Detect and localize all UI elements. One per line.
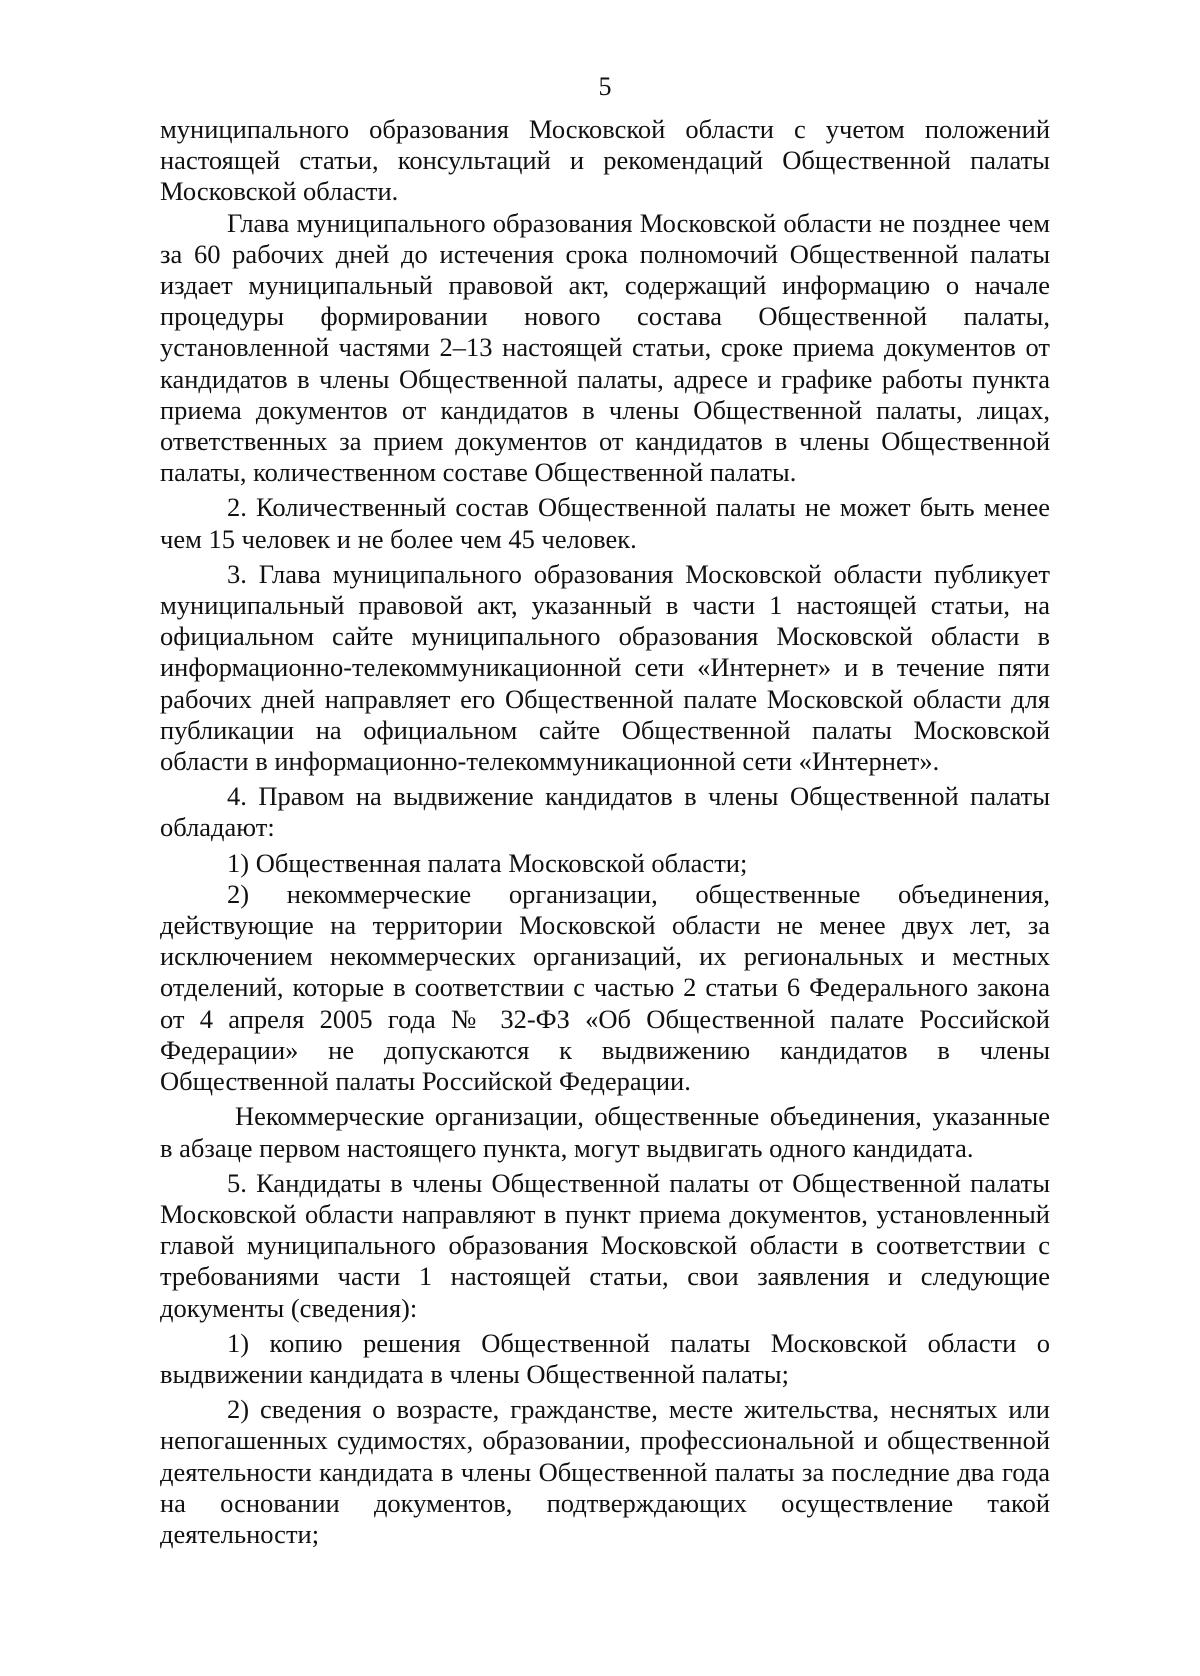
paragraph-item-5: 5. Кандидаты в члены Общественной палаты от Общественной палаты Московской области направляют в пункт приема документов, установленный главой муниципального образования Московской области в соответствии с требованиями части 1 настоящей статьи, свои заявления и следующие документы (сведения): [160, 1167, 1050, 1323]
paragraph-item-4-2: 2) некоммерческие организации, общественные объединения, действующие на территории Московской области не менее двух лет, за исключением некоммерческих организаций, их региональных и местных отделений, которые в соответствии с частью 2 статьи 6 Федерального закона от 4 апреля 2005 года № 32-ФЗ «Об Общественной палате Российской Федерации» не допускаются к выдвижению кандидатов в члены Общественной палаты Российской Федерации. [160, 878, 1050, 1097]
paragraph-item-3: 3. Глава муниципального образования Московской области публикует муниципальный правовой акт, указанный в части 1 настоящей статьи, на официальном сайте муниципального образования Московской области в информационно-телекоммуникационной сети «Интернет» и в течение пяти рабочих дней направляет его Общественной палате Московской области для публикации на официальном сайте Общественной палаты Московской области в информационно-телекоммуникационной сети «Интернет». [160, 558, 1050, 777]
paragraph-item-4: 4. Правом на выдвижение кандидатов в члены Общественной палаты обладают: [160, 781, 1050, 843]
paragraph-item-4-1: 1) Общественная палата Московской области; [227, 847, 748, 878]
paragraph-item-5-1: 1) копию решения Общественной палаты Московской области о выдвижении кандидата в члены Общественной палаты; [160, 1327, 1050, 1389]
paragraph-head-act: Глава муниципального образования Московской области не позднее чем за 60 рабочих дней до истечения срока полномочий Общественной палаты издает муниципальный правовой акт, содержащий информацию о начале процедуры формировании нового состава Общественной палаты, установленной частями 2–13 настоящей статьи, сроке приема документов от кандидатов в члены Общественной палаты, адресе и графике работы пункта приема документов от кандидатов в члены Общественной палаты, лицах, ответственных за прием документов от кандидатов в члены Общественной палаты, количественном составе Общественной палаты. [160, 207, 1050, 488]
paragraph-item-2: 2. Количественный состав Общественной палаты не может быть менее чем 15 человек и не более чем 45 человек. [160, 492, 1050, 554]
page-number: 5 [598, 72, 612, 101]
paragraph-nonprofit-note: Некоммерческие организации, общественные объединения, указанные в абзаце первом настоящего пункта, могут выдвигать одного кандидата. [160, 1101, 1050, 1163]
document-body [160, 114, 1050, 1550]
paragraph-continuation: муниципального образования Московской области с учетом положений настоящей статьи, консультаций и рекомендаций Общественной палаты Московской области. [160, 114, 1050, 207]
paragraph-item-5-2: 2) сведения о возрасте, гражданстве, месте жительства, неснятых или непогашенных судимостях, образовании, профессиональной и общественной деятельности кандидата в члены Общественной палаты за последние два года на основании документов, подтверждающих осуществление такой деятельности; [160, 1394, 1050, 1549]
